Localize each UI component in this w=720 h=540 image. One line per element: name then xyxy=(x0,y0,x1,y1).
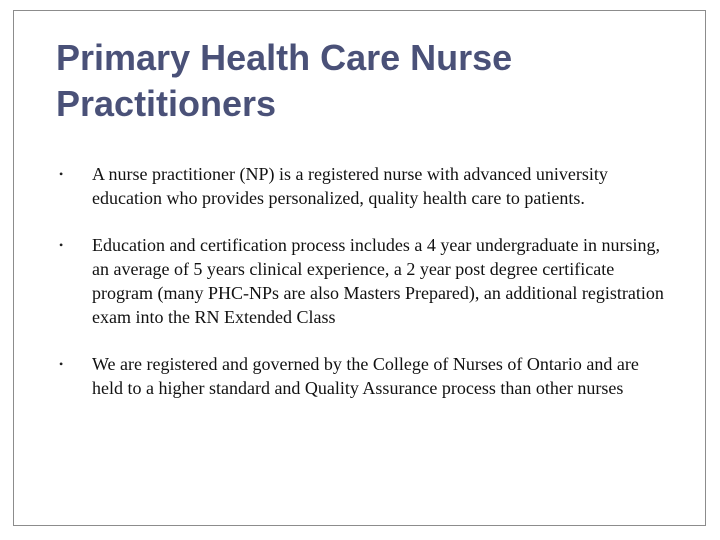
bullet-item xyxy=(54,352,664,400)
bullet-dot-icon: • xyxy=(59,357,64,371)
bullet-list xyxy=(54,162,664,400)
bullet-item xyxy=(54,162,664,210)
bullet-text: We are registered and governed by the College of Nurses of Ontario and are held to a higher standard and Quality Assurance process than other nurses xyxy=(92,354,639,398)
bullet-text: Education and certification process includes a 4 year undergraduate in nursing, an average of 5 years clinical experience, a 2 year post degree certificate program (many PHC-NPs are also Masters Prepared), an additional registration exam into the RN Extended Class xyxy=(92,235,664,327)
bullet-text: A nurse practitioner (NP) is a registered nurse with advanced university education who provides personalized, quality health care to patients. xyxy=(92,164,608,208)
bullet-item xyxy=(54,233,664,329)
slide-frame xyxy=(13,10,706,526)
bullet-dot-icon: • xyxy=(59,238,64,252)
bullet-dot-icon: • xyxy=(59,167,64,181)
slide-title: Primary Health Care Nurse Practitioners xyxy=(56,37,513,124)
